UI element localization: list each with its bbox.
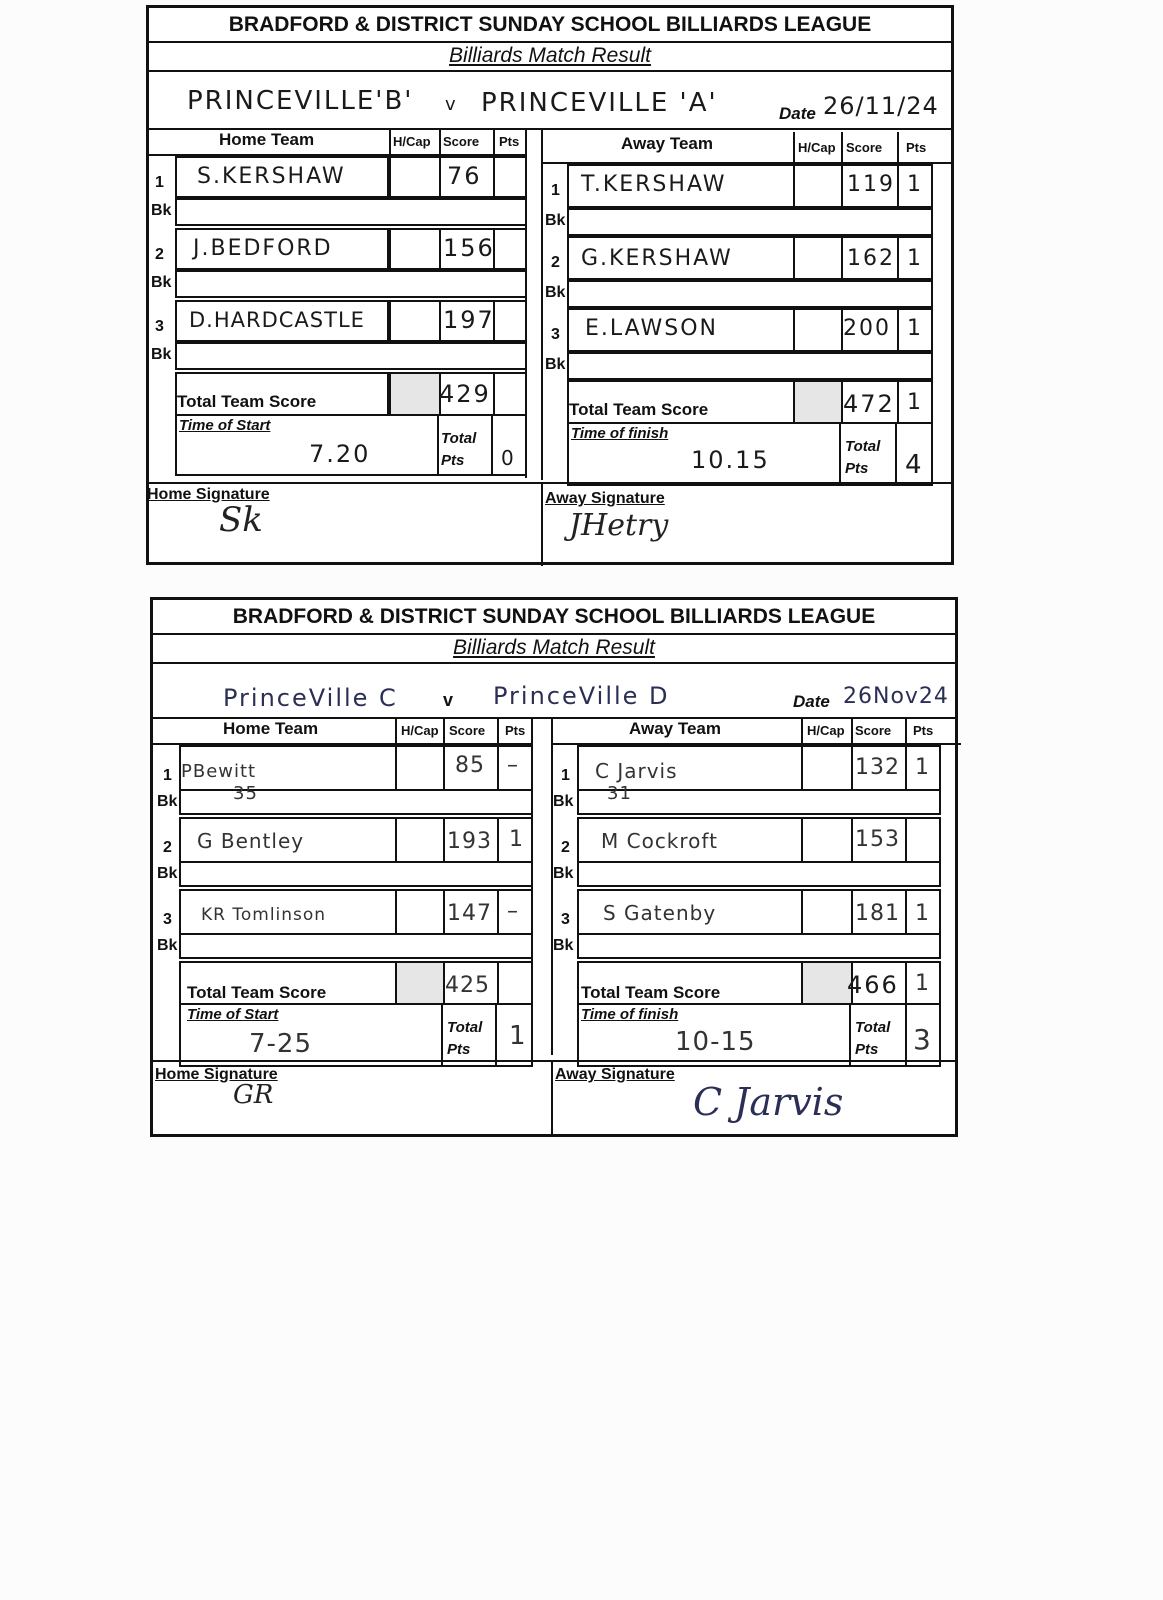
- player-pts: 1: [907, 316, 923, 341]
- player-name: J.BEDFORD: [193, 236, 333, 261]
- row-number: 1: [163, 767, 172, 784]
- home-signature-label: Home Signature: [147, 486, 270, 503]
- row-number: 1: [561, 767, 570, 784]
- match-card-1: [146, 5, 954, 565]
- time-of-start-value: 7-25: [249, 1029, 313, 1059]
- away-row-1: [541, 164, 951, 236]
- bk-label: Bk: [553, 865, 574, 882]
- row-number: 3: [561, 911, 570, 928]
- away-signature: C Jarvis: [693, 1080, 844, 1124]
- player-name: D.HARDCASTLE: [189, 308, 365, 332]
- home-totals: [153, 961, 553, 1073]
- player-score: 200: [843, 316, 891, 341]
- player-pts: 1: [915, 901, 930, 926]
- total-team-score-label: Total Team Score: [581, 983, 721, 1002]
- away-signature-label: Away Signature: [555, 1066, 675, 1083]
- bk-label: Bk: [545, 212, 566, 229]
- home-totals: [149, 372, 539, 484]
- card-title: BRADFORD & DISTRICT SUNDAY SCHOOL BILLIARDS LEAGUE: [149, 8, 951, 43]
- row-number: 2: [163, 839, 172, 856]
- home-row-3: [153, 889, 553, 961]
- away-row-3: [551, 889, 961, 961]
- time-of-finish-value: 10-15: [675, 1027, 756, 1057]
- home-total-score: 429: [439, 380, 491, 408]
- player-pts: –: [507, 753, 519, 778]
- bk-label: Bk: [151, 274, 172, 291]
- away-team-name: PRINCEVILLE 'A': [481, 88, 718, 118]
- away-row-1: [551, 745, 961, 817]
- card-title: BRADFORD & DISTRICT SUNDAY SCHOOL BILLIARDS LEAGUE: [153, 600, 955, 635]
- total-label: Total: [845, 438, 881, 455]
- time-of-start-label: Time of Start: [179, 417, 271, 434]
- bk-label: Bk: [553, 793, 574, 810]
- away-totals: [541, 380, 951, 492]
- player-pts: 1: [907, 246, 923, 271]
- row-number: 3: [551, 326, 560, 343]
- player-score: 85: [455, 753, 485, 778]
- player-name: G.KERSHAW: [581, 246, 733, 271]
- vs-label: v: [445, 94, 458, 115]
- time-of-start-value: 7.20: [309, 440, 371, 468]
- home-row-3: [149, 300, 539, 372]
- player-name: T.KERSHAW: [581, 172, 727, 197]
- time-of-finish-value: 10.15: [691, 446, 770, 474]
- away-team-header: Away Team: [629, 719, 721, 738]
- home-row-2: [153, 817, 553, 889]
- time-of-finish-label: Time of finish: [581, 1006, 679, 1023]
- bk-label: Bk: [545, 284, 566, 301]
- total-team-score-label: Total Team Score: [187, 983, 327, 1002]
- bk-label: Bk: [157, 793, 178, 810]
- away-total-pts: 3: [913, 1023, 932, 1056]
- total-pts-label: Pts: [441, 452, 465, 469]
- break-value: 35: [233, 783, 258, 804]
- row-number: 2: [561, 839, 570, 856]
- player-score: 119: [847, 172, 895, 197]
- hcap-header: H/Cap: [393, 134, 431, 149]
- player-pts: –: [507, 899, 519, 924]
- player-pts: 1: [907, 172, 923, 197]
- bk-label: Bk: [545, 356, 566, 373]
- pts-header: Pts: [505, 723, 526, 738]
- player-score: 197: [443, 306, 495, 334]
- player-score: 181: [855, 901, 900, 926]
- home-team-header: Home Team: [223, 719, 319, 738]
- player-pts: 1: [915, 755, 930, 780]
- date-value: 26Nov24: [843, 684, 949, 709]
- total-label: Total: [447, 1019, 483, 1036]
- player-score: 132: [855, 755, 900, 780]
- player-score: 156: [443, 234, 495, 262]
- pts-header: Pts: [913, 723, 934, 738]
- total-team-score-label: Total Team Score: [177, 392, 317, 411]
- home-signature: GR: [233, 1080, 274, 1110]
- time-of-start-label: Time of Start: [187, 1006, 279, 1023]
- away-total-pts-row: 1: [915, 971, 930, 996]
- pts-header: Pts: [906, 140, 927, 155]
- date-label: Date: [793, 692, 830, 711]
- home-team-name: PrinceVille C: [223, 684, 398, 712]
- bk-label: Bk: [157, 865, 178, 882]
- player-name: G Bentley: [197, 829, 305, 853]
- away-team-header: Away Team: [621, 134, 713, 153]
- player-score: 147: [447, 901, 492, 926]
- home-total-pts: 0: [501, 446, 516, 470]
- away-team-name: PrinceVille D: [493, 682, 670, 710]
- home-row-1: [153, 745, 553, 817]
- home-row-2: [149, 228, 539, 300]
- player-score: 162: [847, 246, 895, 271]
- bk-label: Bk: [151, 202, 172, 219]
- hcap-header: H/Cap: [807, 723, 845, 738]
- player-score: 153: [855, 827, 900, 852]
- match-card-2: [150, 597, 958, 1137]
- home-total-pts: 1: [509, 1021, 527, 1051]
- time-of-finish-label: Time of finish: [571, 425, 669, 442]
- card-subtitle: Billiards Match Result: [149, 41, 951, 72]
- away-total-score: 472: [843, 390, 895, 418]
- row-number: 2: [155, 246, 164, 263]
- player-name: S Gatenby: [603, 901, 717, 925]
- hcap-header: H/Cap: [401, 723, 439, 738]
- home-row-1: [149, 156, 539, 228]
- home-signature-label: Home Signature: [155, 1066, 278, 1083]
- away-total-pts: 4: [905, 450, 924, 480]
- away-total-score: 466: [847, 971, 899, 999]
- break-value: 31: [607, 783, 632, 804]
- match-row: [149, 70, 951, 130]
- player-name: E.LAWSON: [585, 316, 718, 341]
- vs-label: v: [443, 690, 454, 710]
- player-pts: 1: [509, 827, 524, 852]
- player-name: M Cockroft: [601, 829, 718, 853]
- date-value: 26/11/24: [823, 92, 939, 120]
- total-pts-label: Pts: [447, 1041, 471, 1058]
- pts-header: Pts: [499, 134, 520, 149]
- total-pts-label: Pts: [855, 1041, 879, 1058]
- date-label: Date: [779, 104, 816, 123]
- away-row-2: [551, 817, 961, 889]
- score-header: Score: [449, 723, 486, 738]
- away-signature: JHetry: [569, 508, 669, 543]
- bk-label: Bk: [553, 937, 574, 954]
- score-header: Score: [846, 140, 883, 155]
- total-pts-label: Pts: [845, 460, 869, 477]
- row-number: 3: [155, 318, 164, 335]
- row-number: 3: [163, 911, 172, 928]
- total-label: Total: [441, 430, 477, 447]
- player-name: PBewitt: [181, 761, 257, 782]
- away-signature-label: Away Signature: [545, 490, 665, 507]
- hcap-header: H/Cap: [798, 140, 836, 155]
- player-score: 76: [447, 162, 482, 190]
- home-team-header: Home Team: [219, 130, 315, 149]
- player-name: C Jarvis: [595, 759, 678, 783]
- score-header: Score: [443, 134, 480, 149]
- away-row-3: [541, 308, 951, 380]
- away-totals: [551, 961, 961, 1073]
- home-team-name: PRINCEVILLE'B': [187, 86, 414, 116]
- score-header: Score: [855, 723, 892, 738]
- row-number: 1: [155, 174, 164, 191]
- bk-label: Bk: [151, 346, 172, 363]
- away-total-pts-row: 1: [907, 390, 923, 415]
- bk-label: Bk: [157, 937, 178, 954]
- home-signature: Sk: [219, 500, 263, 540]
- row-number: 2: [551, 254, 560, 271]
- card-subtitle: Billiards Match Result: [153, 633, 955, 664]
- player-score: 193: [447, 829, 492, 854]
- away-row-2: [541, 236, 951, 308]
- home-total-score: 425: [445, 973, 490, 998]
- row-number: 1: [551, 182, 560, 199]
- player-name: KR Tomlinson: [201, 905, 327, 925]
- total-team-score-label: Total Team Score: [569, 400, 709, 419]
- total-label: Total: [855, 1019, 891, 1036]
- player-name: S.KERSHAW: [197, 164, 346, 189]
- match-row: [153, 662, 955, 719]
